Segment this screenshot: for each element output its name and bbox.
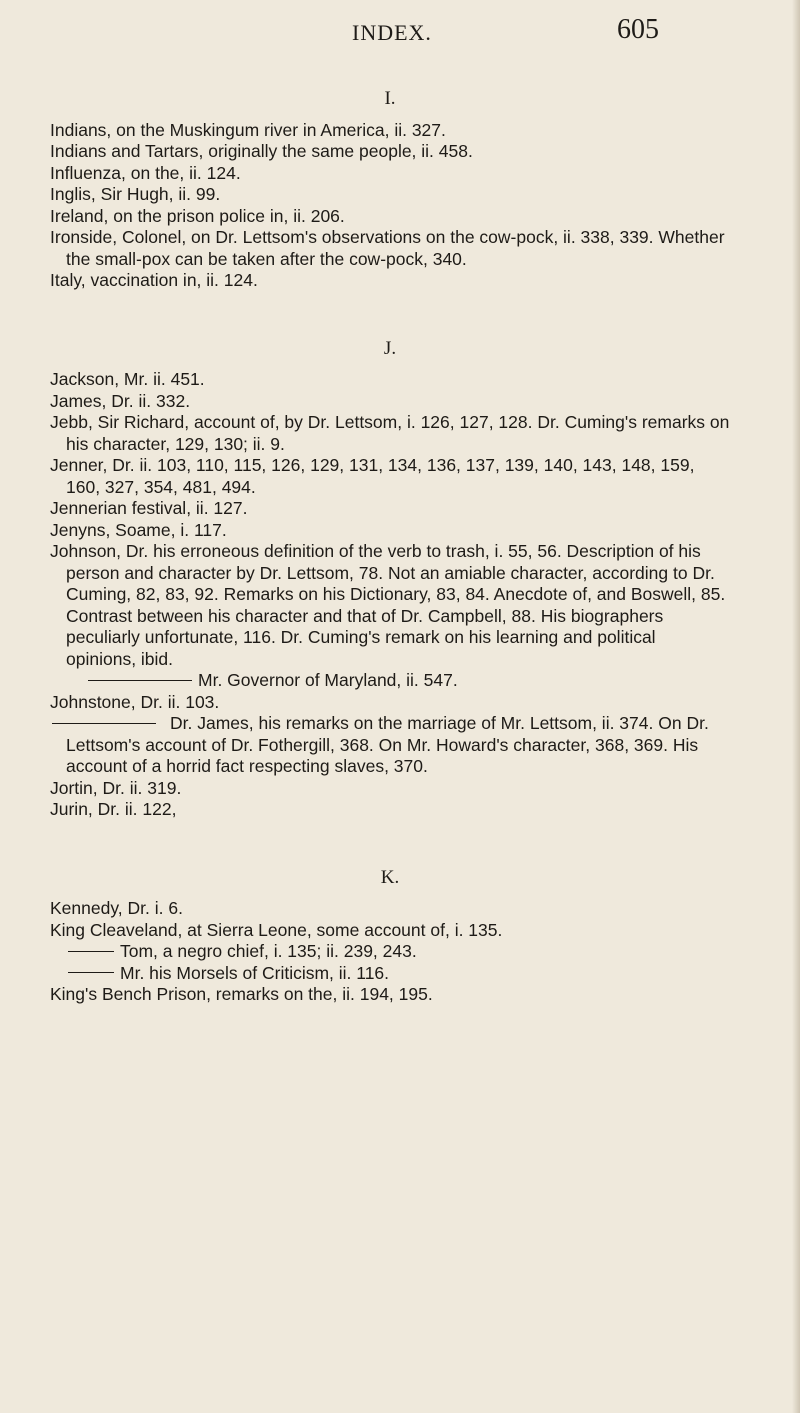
index-entry: King's Bench Prison, remarks on the, ii. 194, 195. bbox=[50, 984, 433, 1004]
ditto-rule bbox=[88, 680, 192, 681]
ditto-rule bbox=[68, 972, 114, 973]
index-subentry bbox=[50, 713, 730, 778]
index-entry: Jenner, Dr. ii. 103, 110, 115, 126, 129, 131, 134, 136, 137, 139, 140, 143, 148, 159, 160, 327, 354, 481, 494. bbox=[50, 455, 695, 497]
ditto-rule bbox=[52, 723, 156, 724]
index-section-j bbox=[50, 338, 730, 821]
index-subentry bbox=[50, 670, 730, 692]
section-letter: K. bbox=[380, 866, 400, 888]
index-entry: Ireland, on the prison police in, ii. 206. bbox=[50, 205, 345, 226]
index-entry: James, Dr. ii. 332. bbox=[50, 390, 191, 411]
running-title: INDEX. bbox=[352, 20, 432, 45]
index-entry: Indians, on the Muskingum river in America, ii. 327. bbox=[50, 119, 446, 140]
index-entry: Jenyns, Soame, i. 117. bbox=[50, 519, 227, 540]
index-subentry-text: Mr. his Morsels of Criticism, ii. 116. bbox=[120, 962, 390, 983]
index-subentry bbox=[50, 941, 730, 963]
page-header bbox=[0, 0, 800, 50]
section-letter: J. bbox=[383, 337, 397, 359]
section-letter: I. bbox=[384, 88, 396, 109]
ditto-rule bbox=[68, 951, 114, 952]
index-subentry bbox=[50, 963, 730, 985]
index-entry: Ironside, Colonel, on Dr. Lettsom's observations on the cow-pock, ii. 338, 339. Whether the small-pox can be taken after the cow-pock, 340. bbox=[50, 227, 725, 269]
index-entry: Jebb, Sir Richard, account of, by Dr. Lettsom, i. 126, 127, 128. Dr. Cuming's remarks on his character, 129, 130; ii. 9. bbox=[50, 412, 730, 454]
index-section-k bbox=[50, 867, 730, 1006]
index-entry: Inglis, Sir Hugh, ii. 99. bbox=[50, 184, 221, 204]
index-content bbox=[50, 88, 730, 1006]
index-section-i bbox=[50, 88, 730, 292]
index-subentry-text: Mr. Governor of Maryland, ii. 547. bbox=[198, 670, 458, 690]
index-entry: Italy, vaccination in, ii. 124. bbox=[50, 270, 258, 290]
index-subentry-text: Dr. James, his remarks on the marriage of Mr. Lettsom, ii. 374. On Dr. Lettsom's account of Dr. Fothergill, 368. On Mr. Howard's character, 368, 369. His account of a horrid fact respecting slaves, 370. bbox=[66, 713, 709, 776]
index-entry: Kennedy, Dr. i. 6. bbox=[50, 898, 183, 918]
index-entry: Jortin, Dr. ii. 319. bbox=[50, 777, 182, 798]
index-entry: Jackson, Mr. ii. 451. bbox=[50, 369, 205, 389]
index-subentry-text: Tom, a negro chief, i. 135; ii. 239, 243. bbox=[120, 941, 417, 961]
index-entry: Johnstone, Dr. ii. 103. bbox=[50, 691, 220, 712]
index-entry: Indians and Tartars, originally the same people, ii. 458. bbox=[50, 141, 473, 161]
index-entry: King Cleaveland, at Sierra Leone, some account of, i. 135. bbox=[50, 919, 503, 940]
page-number: 605 bbox=[617, 14, 659, 45]
index-entry: Jennerian festival, ii. 127. bbox=[50, 498, 248, 518]
index-entry: Johnson, Dr. his erroneous definition of the verb to trash, i. 55, 56. Description of his person and character by Dr. Lettsom, 78. Not an amiable character, according to Dr. Cuming, 82, 83, 92. Remarks on his Dictionary, 83, 84. Anecdote of, and Boswell, 85. Contrast between his character and that of Dr. Campbell, 88. His biographers peculiarly unfortunate, 116. Dr. Cuming's remark on his learning and political opinions, ibid. bbox=[50, 541, 726, 669]
index-entry: Influenza, on the, ii. 124. bbox=[50, 162, 241, 183]
page-edge-shadow bbox=[792, 0, 800, 1413]
index-entry: Jurin, Dr. ii. 122, bbox=[50, 799, 177, 819]
